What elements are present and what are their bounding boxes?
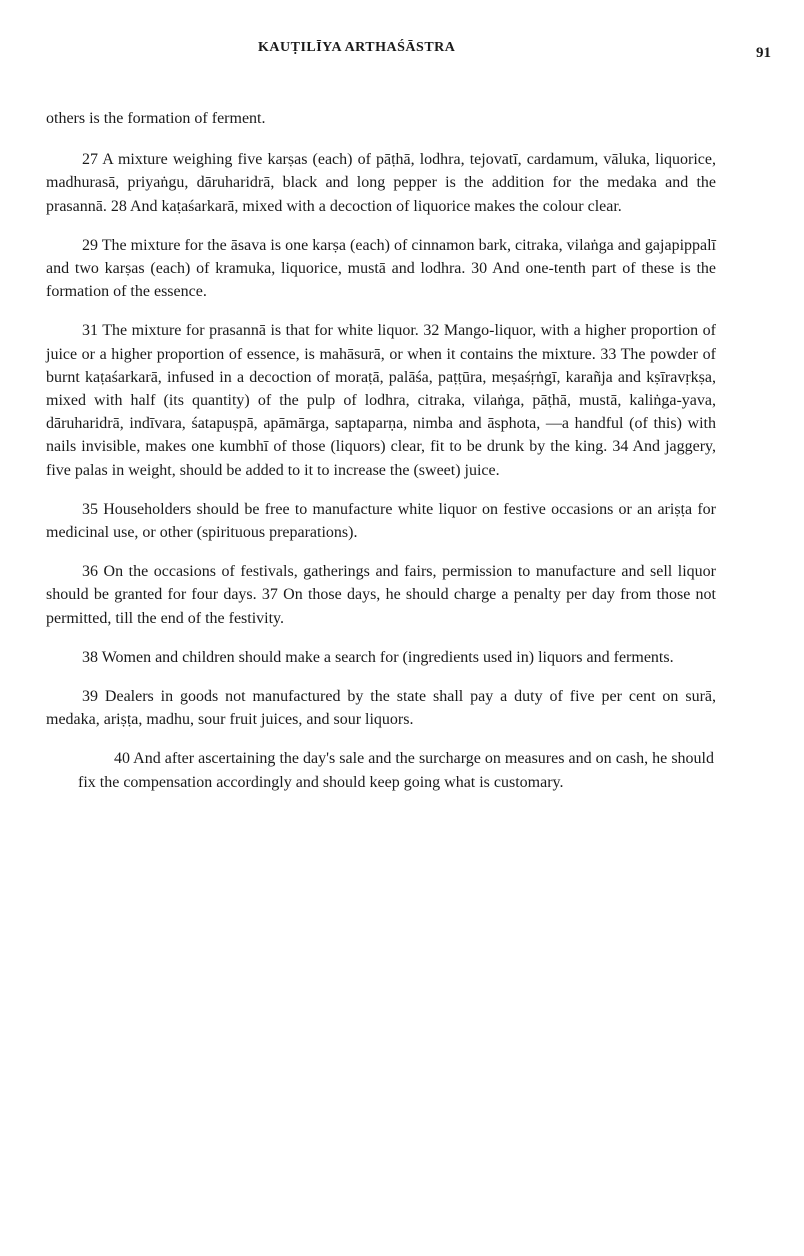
page-number: 91 <box>756 45 771 61</box>
paragraph-continuation: others is the formation of ferment. <box>46 110 266 127</box>
paragraph-35: 35 Householders should be free to manufacture white liquor on festive occasions or an ariṣṭa for medicinal use, or other (spirituous preparations). <box>46 500 716 542</box>
paragraph-27-28: 27 A mixture weighing five karṣas (each) of pāṭhā, lodhra, tejovatī, cardamum, vāluka, liquorice, madhurasā, priyaṅgu, dāruharidrā, black and long pepper is the addition for the medaka and the prasannā. 28 And kaṭaśarkarā, mixed with a decoction of liquorice makes the colour clear. <box>46 151 716 215</box>
paragraph-39: 39 Dealers in goods not manufactured by the state shall pay a duty of five per cent on surā, medaka, ariṣṭa, madhu, sour fruit juices, and sour liquors. <box>46 688 716 729</box>
paragraph-40: 40 And after ascertaining the day's sale and the surcharge on measures and on cash, he should fix the compensation accordingly and should keep going what is customary. <box>78 750 714 791</box>
running-title: KAUṬILĪYA ARTHAŚĀSTRA <box>258 40 456 55</box>
paragraph-29-30: 29 The mixture for the āsava is one karṣa (each) of cinnamon bark, citraka, vilaṅga and gajapippalī and two karṣas (each) of kramuka, liquorice, mustā and lodhra. 30 And one-tenth part of these is the formation of the essence. <box>46 236 716 301</box>
paragraph-36-37: 36 On the occasions of festivals, gatherings and fairs, permission to manufacture and sell liquor should be granted for four days. 37 On those days, he should charge a penalty per day from those not permitted, till the end of the festivity. <box>46 563 716 627</box>
body-text <box>46 107 716 810</box>
paragraph-38: 38 Women and children should make a search for (ingredients used in) liquors and ferments. <box>82 648 674 666</box>
paragraph-31-34: 31 The mixture for prasannā is that for white liquor. 32 Mango-liquor, with a higher proportion of juice or a higher proportion of essence, is mahāsurā, or when it contains the mixture. 33 The powder of burnt kaṭaśarkarā, infused in a decoction of moraṭā, palāśa, paṭṭūra, meṣaśṛṅgī, karañja and kṣīravṛkṣa, mixed with half (its quantity) of the pulp of lodhra, citraka, vilaṅga, pāṭhā, mustā, kaliṅga-yava, dāruharidrā, indīvara, śatapuṣpā, apāmārga, saptaparṇa, nimba and āsphota, —a handful (of this) with nails invisible, makes one kumbhī of those (liquors) clear, fit to be drunk by the king. 34 And jaggery, five palas in weight, should be added to it to increase the (sweet) juice. <box>46 322 716 479</box>
